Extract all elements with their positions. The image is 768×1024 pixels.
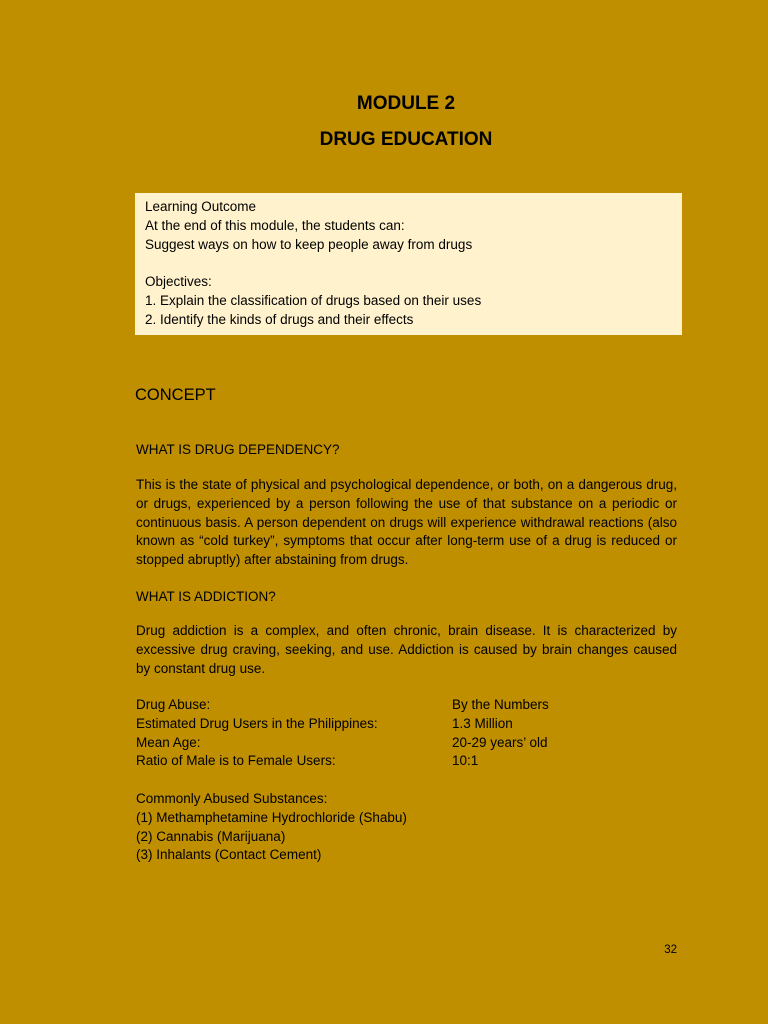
stat-value: 20-29 years’ old [452, 734, 548, 750]
spacer [145, 254, 672, 273]
learning-outcome-box [135, 193, 682, 335]
stat-row [136, 734, 677, 753]
stat-value: By the Numbers [452, 697, 549, 712]
stat-label: Drug Abuse: [136, 697, 211, 712]
learning-outcome-intro: At the end of this module, the students can: [145, 217, 405, 233]
learning-outcome-text: Suggest ways on how to keep people away from drugs [145, 236, 473, 252]
module-number: MODULE 2 [356, 93, 456, 114]
stat-label: Mean Age: [136, 734, 201, 750]
addiction-question: WHAT IS ADDICTION? [136, 589, 276, 604]
abused-substances-list [136, 790, 407, 865]
substances-heading: Commonly Abused Substances: [136, 791, 328, 806]
addiction-paragraph: Drug addiction is a complex, and often chronic, brain disease. It is characterized by excessive drug craving, seeking, and use. Addiction is caused by brain changes caused by constant drug use. [136, 623, 677, 676]
stat-label: Estimated Drug Users in the Philippines: [136, 715, 378, 731]
drug-statistics [136, 696, 677, 771]
stat-row [136, 752, 677, 771]
substance-item: (1) Methamphetamine Hydrochloride (Shabu) [136, 809, 407, 825]
substance-item: (3) Inhalants (Contact Cement) [136, 847, 322, 863]
objectives-heading: Objectives: [145, 274, 212, 290]
stat-row [136, 696, 677, 715]
learning-outcome-heading: Learning Outcome [145, 199, 257, 214]
dependency-question: WHAT IS DRUG DEPENDENCY? [136, 442, 340, 457]
objective-item: 1. Explain the classification of drugs based on their uses [145, 292, 482, 308]
stat-row [136, 715, 677, 734]
objective-item: 2. Identify the kinds of drugs and their effects [145, 311, 414, 327]
stat-label: Ratio of Male is to Female Users: [136, 753, 336, 769]
stat-value: 1.3 Million [452, 715, 513, 731]
dependency-paragraph: This is the state of physical and psychological dependence, or both, on a dangerous drug, or drugs, experienced by a person following the use of that substance on a periodic or continuous basis. A person dependent on drugs will experience withdrawal reactions (also known as “cold turkey”, symptoms that occur after long-term use of a drug is reduced or stopped abruptly) after abstaining from drugs. [136, 477, 677, 568]
page-number: 32 [664, 944, 677, 956]
module-title: DRUG EDUCATION [319, 129, 493, 150]
substance-item: (2) Cannabis (Marijuana) [136, 828, 286, 844]
stat-value: 10:1 [452, 753, 479, 769]
concept-heading: CONCEPT [135, 386, 216, 404]
